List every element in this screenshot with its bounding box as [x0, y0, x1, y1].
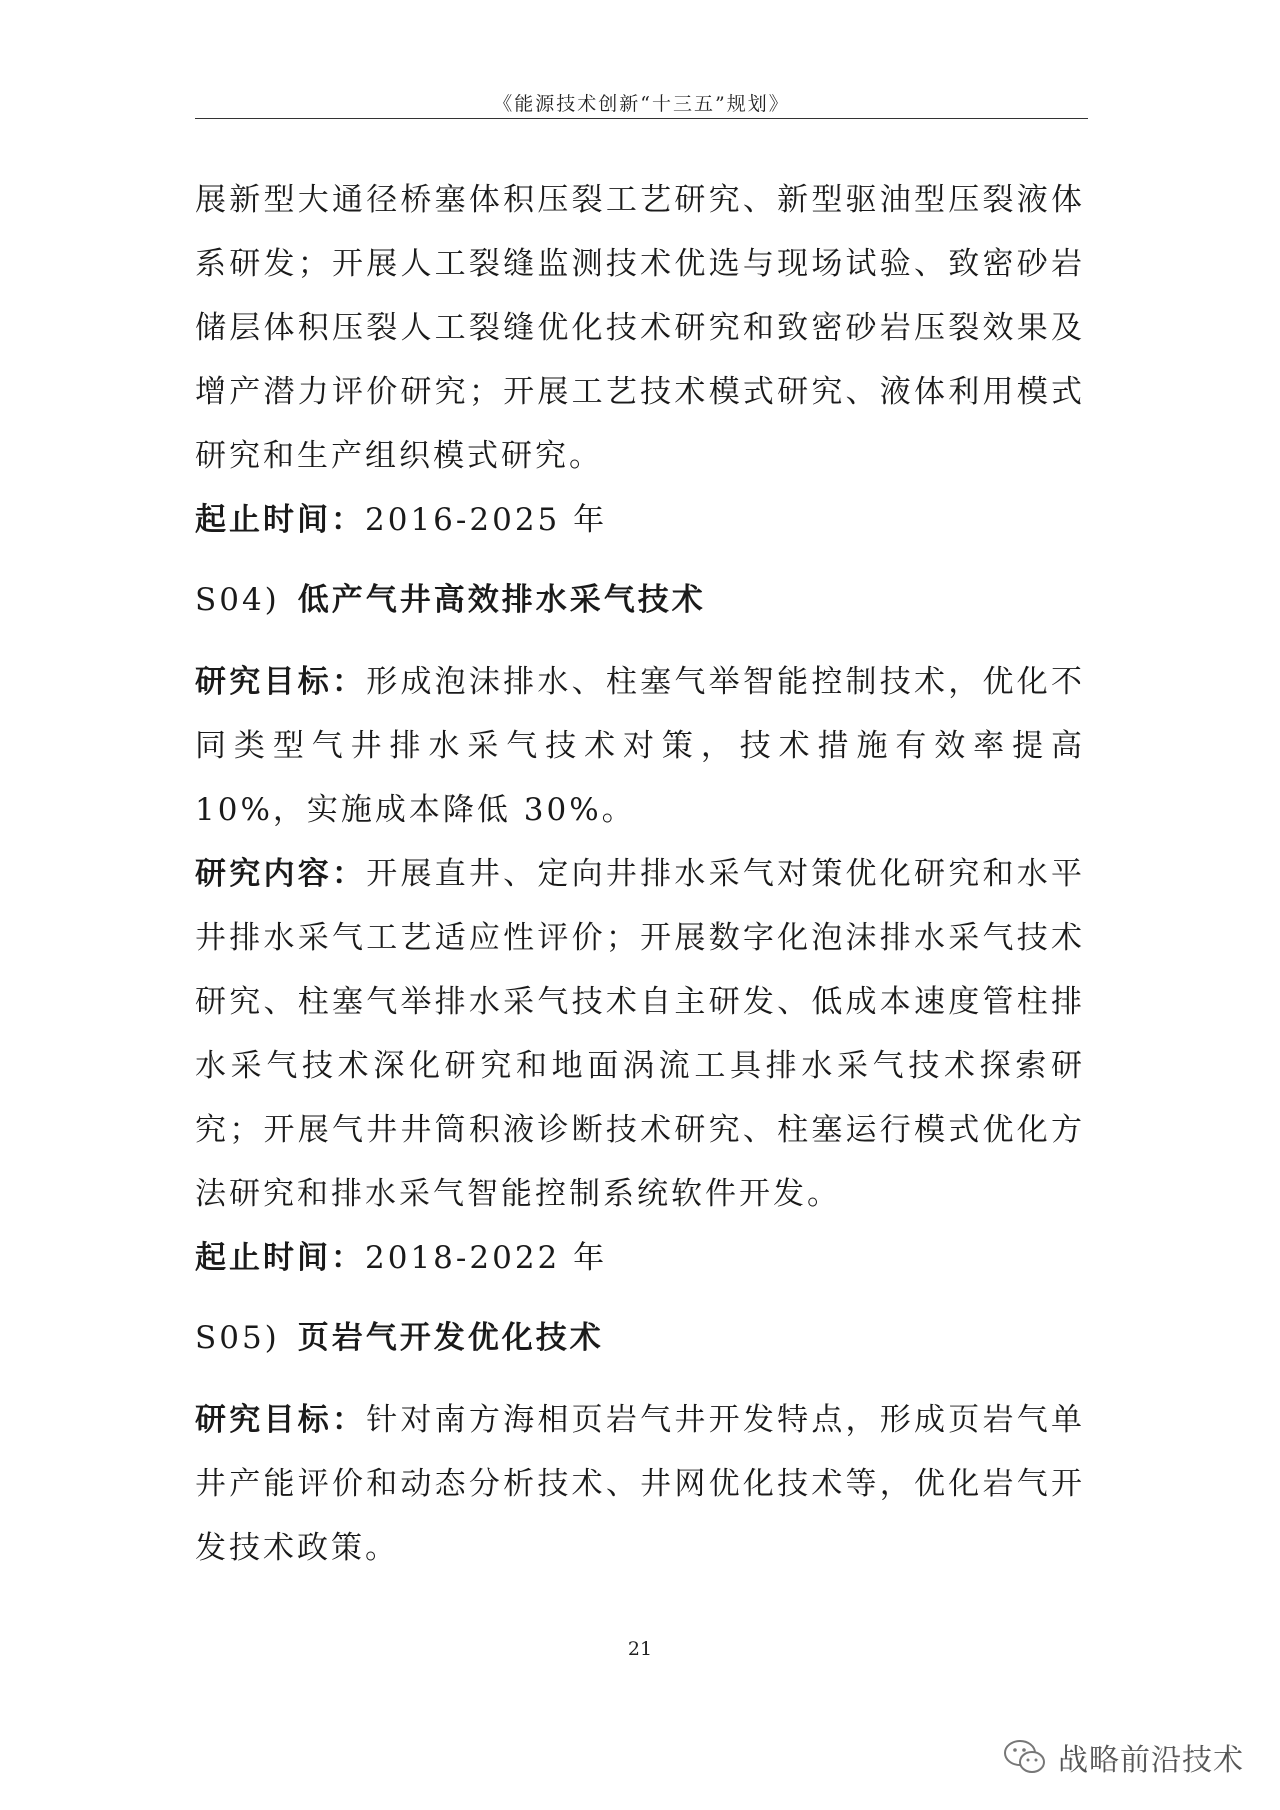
section-heading-s05 [195, 1306, 1085, 1370]
research-goal-label: 研究目标： [195, 664, 367, 700]
paragraph-continuation: 展新型大通径桥塞体积压裂工艺研究、新型驱油型压裂液体系研发；开展人工裂缝监测技术优选与现场试验、致密砂岩储层体积压裂人工裂缝优化技术研究和致密砂岩压裂效果及增产潜力评价研究；开展工艺技术模式研究、液体利用模式研究和生产组织模式研究。 [195, 182, 1085, 474]
research-goal-text: 针对南方海相页岩气井开发特点，形成页岩气单井产能评价和动态分析技术、井网优化技术等，优化岩气开发技术政策。 [195, 1402, 1086, 1566]
section-title: 低产气井高效排水采气技术 [297, 582, 706, 618]
page-header-title: 《能源技术创新“十三五”规划》 [493, 93, 790, 115]
watermark [1002, 1735, 1244, 1779]
section-code: S04) [195, 582, 280, 618]
period-line [195, 488, 1085, 552]
header-divider [195, 118, 1088, 119]
section-heading-s04 [195, 568, 1085, 632]
period-value: 2018-2022 年 [365, 1240, 608, 1276]
section-code: S05) [195, 1320, 280, 1356]
page-number: 21 [627, 1638, 653, 1660]
wechat-icon [1002, 1737, 1048, 1777]
research-content-text: 开展直井、定向井排水采气对策优化研究和水平井排水采气工艺适应性评价；开展数字化泡沫排水采气技术研究、柱塞气举排水采气技术自主研发、低成本速度管柱排水采气技术深化研究和地面涡流工具排水采气技术探索研究；开展气井井筒积液诊断技术研究、柱塞运行模式优化方法研究和排水采气智能控制系统软件开发。 [195, 856, 1086, 1212]
research-goal-paragraph [195, 1388, 1085, 1580]
research-goal-paragraph [195, 650, 1085, 842]
research-content-paragraph [195, 842, 1085, 1226]
research-content-label: 研究内容： [195, 856, 367, 892]
watermark-text: 战略前沿技术 [1058, 1743, 1244, 1778]
period-line [195, 1226, 1085, 1290]
period-label: 起止时间： [195, 1240, 365, 1276]
document-body [195, 168, 1085, 1580]
period-value: 2016-2025 年 [365, 502, 608, 538]
period-label: 起止时间： [195, 502, 365, 538]
section-title: 页岩气开发优化技术 [297, 1320, 604, 1356]
research-goal-text: 形成泡沫排水、柱塞气举智能控制技术，优化不同类型气井排水采气技术对策，技术措施有效率提高 10%，实施成本降低 30%。 [195, 664, 1086, 828]
research-goal-label: 研究目标： [195, 1402, 367, 1438]
